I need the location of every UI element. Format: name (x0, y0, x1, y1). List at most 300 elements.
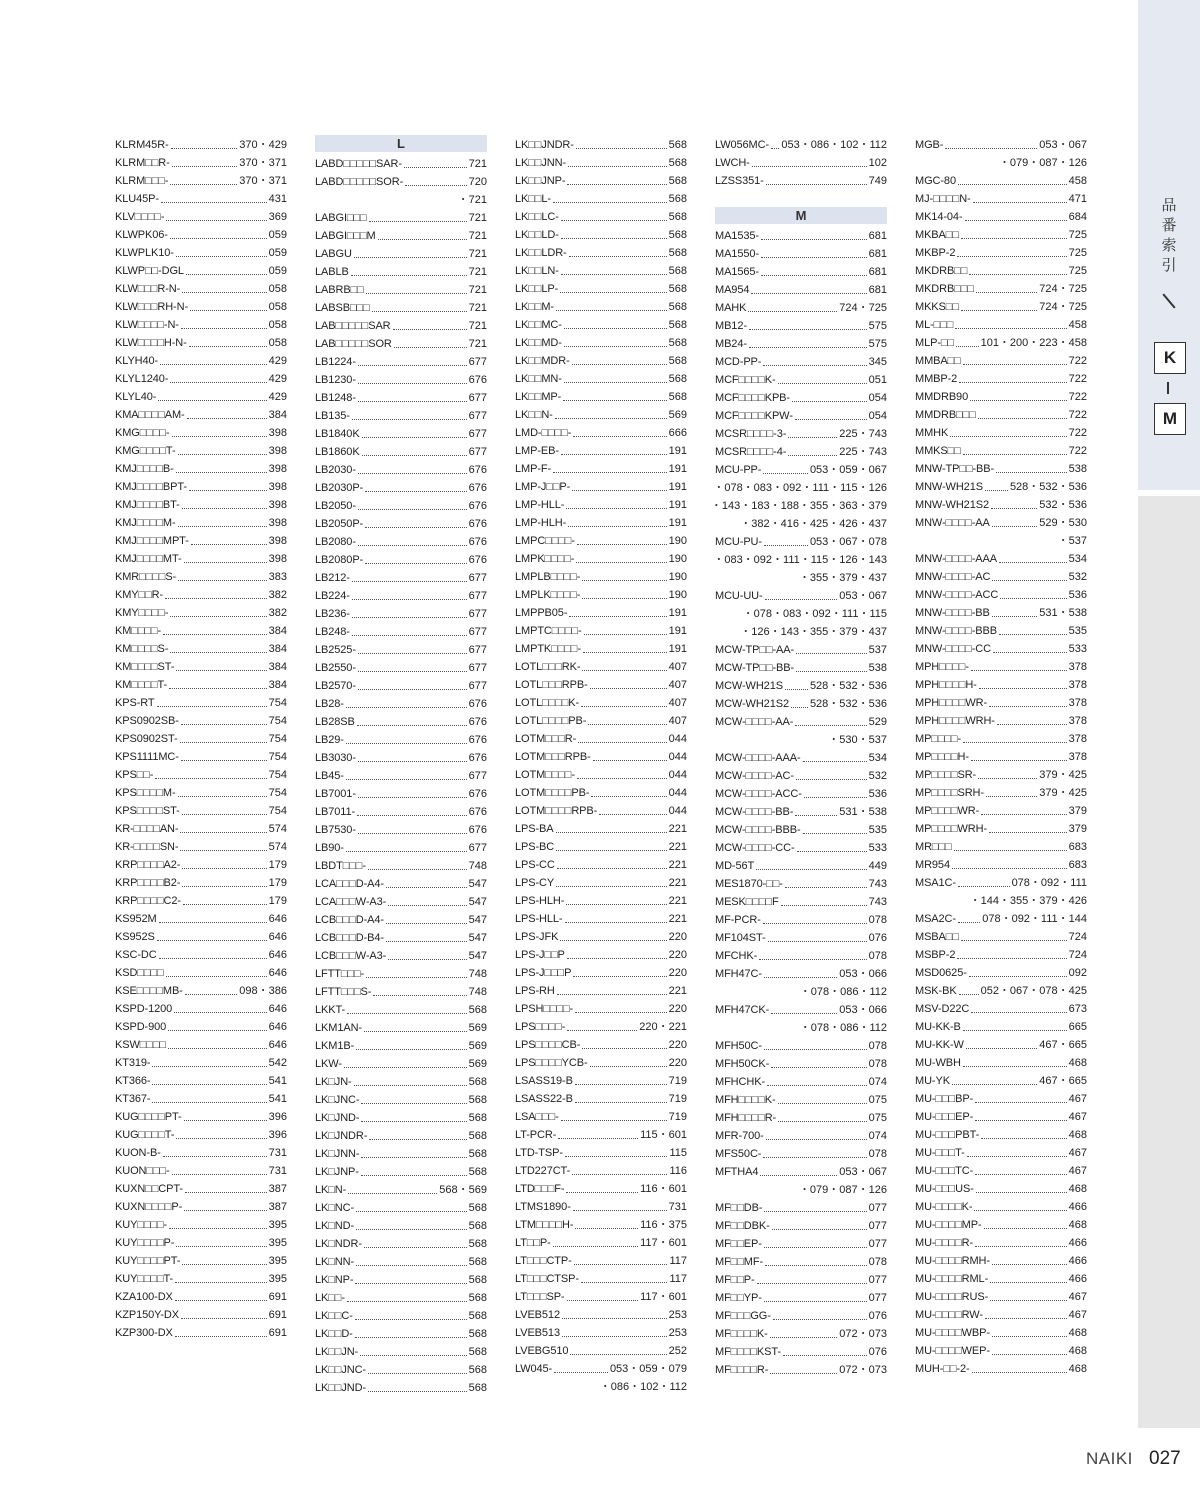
index-pages[interactable]: 743 (868, 896, 887, 908)
index-pages[interactable]: 754 (268, 751, 287, 763)
index-pages[interactable]: 053・066 (839, 1004, 887, 1016)
index-pages[interactable]: 646 (268, 913, 287, 925)
index-pages[interactable]: 677 (468, 392, 487, 404)
index-pages[interactable]: 676 (468, 518, 487, 530)
index-pages[interactable]: 535 (868, 824, 887, 836)
index-pages[interactable]: 684 (1068, 211, 1087, 223)
index-pages[interactable]: 724・725 (839, 302, 887, 314)
index-pages[interactable]: 467 (1068, 1147, 1087, 1159)
letter-tab-k[interactable]: K (1154, 342, 1186, 374)
index-pages[interactable]: 059 (268, 247, 287, 259)
index-pages[interactable]: 059 (268, 265, 287, 277)
index-pages[interactable]: 536 (1068, 589, 1087, 601)
index-pages[interactable]: 117・601 (640, 1291, 687, 1303)
index-pages[interactable]: 528・532・536 (809, 680, 887, 692)
index-pages[interactable]: 221 (668, 895, 687, 907)
index-pages[interactable]: 407 (668, 661, 687, 673)
index-pages[interactable]: 677 (468, 590, 487, 602)
index-pages[interactable]: 398 (268, 535, 287, 547)
index-pages[interactable]: 754 (268, 805, 287, 817)
index-pages[interactable]: 449 (868, 860, 887, 872)
index-pages[interactable]: 467 (1068, 1165, 1087, 1177)
index-pages[interactable]: 220 (668, 1003, 687, 1015)
index-pages[interactable]: 547 (468, 950, 487, 962)
index-pages[interactable]: 568 (668, 193, 687, 205)
index-pages[interactable]: 179 (268, 859, 287, 871)
index-pages[interactable]: 534 (868, 752, 887, 764)
index-pages[interactable]: 074 (868, 1130, 887, 1142)
index-pages[interactable]: 568 (668, 301, 687, 313)
index-pages[interactable]: 721 (468, 230, 487, 242)
index-pages[interactable]: 721 (468, 320, 487, 332)
index-pages[interactable]: 681 (868, 284, 887, 296)
index-pages[interactable]: 467 (1068, 1291, 1087, 1303)
index-pages[interactable]: 077 (868, 1202, 887, 1214)
index-pages[interactable]: 676 (468, 482, 487, 494)
index-pages[interactable]: 075 (868, 1094, 887, 1106)
index-pages[interactable]: 719 (668, 1075, 687, 1087)
index-pages[interactable]: 058 (268, 301, 287, 313)
index-pages[interactable]: 568 (668, 175, 687, 187)
index-pages[interactable]: 646 (268, 1003, 287, 1015)
index-pages[interactable]: 384 (268, 679, 287, 691)
index-pages[interactable]: 536 (868, 788, 887, 800)
index-pages[interactable]: 191 (668, 463, 687, 475)
index-pages[interactable]: 542 (268, 1057, 287, 1069)
index-pages[interactable]: 731 (268, 1165, 287, 1177)
index-pages[interactable]: 253 (668, 1309, 687, 1321)
index-pages[interactable]: 681 (868, 248, 887, 260)
index-pages[interactable]: 220・221 (639, 1021, 687, 1033)
index-pages[interactable]: 190 (668, 535, 687, 547)
index-pages[interactable]: 468 (1068, 1057, 1087, 1069)
index-pages[interactable]: 673 (1068, 1003, 1087, 1015)
index-pages[interactable]: 468 (1068, 1129, 1087, 1141)
index-pages[interactable]: 053・067 (1039, 139, 1087, 151)
index-pages[interactable]: 429 (268, 355, 287, 367)
index-pages[interactable]: 676 (468, 374, 487, 386)
index-pages[interactable]: 190 (668, 571, 687, 583)
index-pages[interactable]: 407 (668, 697, 687, 709)
index-pages[interactable]: 378 (1068, 679, 1087, 691)
index-pages[interactable]: 724 (1068, 931, 1087, 943)
index-pages[interactable]: 568・569 (439, 1184, 487, 1196)
index-pages[interactable]: 078 (868, 1256, 887, 1268)
index-pages[interactable]: 568 (468, 1202, 487, 1214)
index-pages[interactable]: 407 (668, 715, 687, 727)
index-pages[interactable]: 568 (468, 1130, 487, 1142)
index-pages[interactable]: 749 (868, 175, 887, 187)
index-pages[interactable]: 722 (1068, 355, 1087, 367)
index-pages[interactable]: 646 (268, 931, 287, 943)
index-pages[interactable]: 676 (468, 752, 487, 764)
index-pages[interactable]: 676 (468, 464, 487, 476)
index-pages[interactable]: 531・538 (839, 806, 887, 818)
index-pages[interactable]: 053・086・102・112 (781, 139, 887, 151)
index-pages[interactable]: 676 (468, 500, 487, 512)
index-pages[interactable]: 221 (668, 985, 687, 997)
index-pages[interactable]: 691 (268, 1291, 287, 1303)
index-pages[interactable]: 538 (868, 662, 887, 674)
index-pages[interactable]: 398 (268, 481, 287, 493)
index-pages[interactable]: 220 (668, 931, 687, 943)
index-pages[interactable]: 092 (1068, 967, 1087, 979)
index-pages[interactable]: 044 (668, 769, 687, 781)
index-pages[interactable]: 467 (1068, 1309, 1087, 1321)
index-pages[interactable]: 676 (468, 554, 487, 566)
index-pages[interactable]: 666 (668, 427, 687, 439)
index-pages[interactable]: 053・067 (839, 1166, 887, 1178)
index-pages[interactable]: 529 (868, 716, 887, 728)
index-pages[interactable]: 683 (1068, 841, 1087, 853)
index-pages[interactable]: 677 (468, 770, 487, 782)
index-pages[interactable]: 677 (468, 356, 487, 368)
index-pages[interactable]: 754 (268, 769, 287, 781)
index-pages[interactable]: 568 (468, 1346, 487, 1358)
index-pages[interactable]: 721 (468, 284, 487, 296)
index-pages[interactable]: 722 (1068, 391, 1087, 403)
index-pages[interactable]: 191 (668, 445, 687, 457)
index-pages[interactable]: 532・536 (1039, 499, 1087, 511)
index-pages[interactable]: 191 (668, 499, 687, 511)
index-pages[interactable]: 053・067・078 (809, 536, 887, 548)
index-pages[interactable]: 754 (268, 733, 287, 745)
index-pages[interactable]: 370・371 (239, 175, 287, 187)
index-pages[interactable]: 568 (668, 283, 687, 295)
index-pages[interactable]: 191 (668, 607, 687, 619)
index-pages[interactable]: 075 (868, 1112, 887, 1124)
index-pages[interactable]: 537 (868, 644, 887, 656)
index-pages[interactable]: 190 (668, 589, 687, 601)
index-pages[interactable]: 116・601 (640, 1183, 687, 1195)
index-pages[interactable]: 378 (1068, 733, 1087, 745)
index-pages[interactable]: 078 (868, 914, 887, 926)
index-pages[interactable]: 569 (468, 1058, 487, 1070)
index-pages[interactable]: 078 (868, 1148, 887, 1160)
index-pages[interactable]: 568 (468, 1076, 487, 1088)
index-pages[interactable]: 677 (468, 626, 487, 638)
index-pages[interactable]: 677 (468, 662, 487, 674)
index-pages[interactable]: 754 (268, 697, 287, 709)
index-pages[interactable]: 058 (268, 283, 287, 295)
index-pages[interactable]: 748 (468, 986, 487, 998)
index-pages[interactable]: 731 (268, 1147, 287, 1159)
index-pages[interactable]: 533 (868, 842, 887, 854)
index-pages[interactable]: 676 (468, 698, 487, 710)
index-pages[interactable]: 220 (668, 1039, 687, 1051)
index-pages[interactable]: 568 (468, 1238, 487, 1250)
index-pages[interactable]: 052・067・078・425 (980, 985, 1087, 997)
index-pages[interactable]: 058 (268, 319, 287, 331)
index-pages[interactable]: 722 (1068, 409, 1087, 421)
index-pages[interactable]: 575 (868, 338, 887, 350)
index-pages[interactable]: 191 (668, 643, 687, 655)
index-pages[interactable]: 568 (668, 355, 687, 367)
index-pages[interactable]: 528・532・536 (809, 698, 887, 710)
index-pages[interactable]: 468 (1068, 1363, 1087, 1375)
index-pages[interactable]: 528・532・536 (1009, 481, 1087, 493)
index-pages[interactable]: 053・067 (839, 590, 887, 602)
index-pages[interactable]: 748 (468, 860, 487, 872)
index-pages[interactable]: 378 (1068, 697, 1087, 709)
index-pages[interactable]: 076 (868, 1310, 887, 1322)
index-pages[interactable]: 568 (468, 1328, 487, 1340)
index-pages[interactable]: 534 (1068, 553, 1087, 565)
index-pages[interactable]: 076 (868, 932, 887, 944)
index-pages[interactable]: 646 (268, 1039, 287, 1051)
index-pages[interactable]: 547 (468, 932, 487, 944)
index-pages[interactable]: 078 (868, 1040, 887, 1052)
index-pages[interactable]: 074 (868, 1076, 887, 1088)
letter-tab-m[interactable]: M (1154, 403, 1186, 435)
index-pages[interactable]: 547 (468, 878, 487, 890)
index-pages[interactable]: 466 (1068, 1255, 1087, 1267)
index-pages[interactable]: 395 (268, 1219, 287, 1231)
index-pages[interactable]: 568 (668, 247, 687, 259)
index-pages[interactable]: 721 (468, 338, 487, 350)
index-pages[interactable]: 407 (668, 679, 687, 691)
index-pages[interactable]: 387 (268, 1183, 287, 1195)
index-pages[interactable]: 467・665 (1039, 1075, 1087, 1087)
index-pages[interactable]: 382 (268, 589, 287, 601)
index-pages[interactable]: 532 (1068, 571, 1087, 583)
index-pages[interactable]: 078 (868, 1058, 887, 1070)
index-pages[interactable]: 568 (468, 1166, 487, 1178)
index-pages[interactable]: 384 (268, 643, 287, 655)
index-pages[interactable]: 252 (668, 1345, 687, 1357)
index-pages[interactable]: 044 (668, 733, 687, 745)
index-pages[interactable]: 568 (668, 373, 687, 385)
index-pages[interactable]: 725 (1068, 229, 1087, 241)
index-pages[interactable]: 191 (668, 517, 687, 529)
index-pages[interactable]: 077 (868, 1238, 887, 1250)
index-pages[interactable]: 054 (868, 392, 887, 404)
index-pages[interactable]: 378 (1068, 661, 1087, 673)
index-pages[interactable]: 078・092・111 (1011, 877, 1087, 889)
index-pages[interactable]: 721 (468, 212, 487, 224)
index-pages[interactable]: 721 (468, 248, 487, 260)
index-pages[interactable]: 387 (268, 1201, 287, 1213)
index-pages[interactable]: 221 (668, 913, 687, 925)
index-pages[interactable]: 676 (468, 734, 487, 746)
index-pages[interactable]: 382 (268, 607, 287, 619)
index-pages[interactable]: 468 (1068, 1327, 1087, 1339)
index-pages[interactable]: 676 (468, 536, 487, 548)
index-pages[interactable]: 384 (268, 409, 287, 421)
index-pages[interactable]: 190 (668, 553, 687, 565)
index-pages[interactable]: 051 (868, 374, 887, 386)
index-pages[interactable]: 568 (468, 1112, 487, 1124)
index-pages[interactable]: 345 (868, 356, 887, 368)
index-pages[interactable]: 191 (668, 625, 687, 637)
index-pages[interactable]: 384 (268, 625, 287, 637)
index-pages[interactable]: 398 (268, 553, 287, 565)
index-pages[interactable]: 378 (1068, 751, 1087, 763)
index-pages[interactable]: 378 (1068, 715, 1087, 727)
index-pages[interactable]: 725 (1068, 265, 1087, 277)
index-pages[interactable]: 724・725 (1039, 283, 1087, 295)
index-pages[interactable]: 568 (668, 211, 687, 223)
index-pages[interactable]: 431 (268, 193, 287, 205)
index-pages[interactable]: 547 (468, 896, 487, 908)
index-pages[interactable]: 221 (668, 823, 687, 835)
index-pages[interactable]: 471 (1068, 193, 1087, 205)
index-pages[interactable]: 720 (468, 176, 487, 188)
index-pages[interactable]: 568 (668, 391, 687, 403)
index-pages[interactable]: 398 (268, 445, 287, 457)
index-pages[interactable]: 253 (668, 1327, 687, 1339)
index-pages[interactable]: 541 (268, 1075, 287, 1087)
index-pages[interactable]: 225・743 (839, 446, 887, 458)
index-pages[interactable]: 053・059・067 (809, 464, 887, 476)
index-pages[interactable]: 754 (268, 787, 287, 799)
index-pages[interactable]: 568 (468, 1220, 487, 1232)
index-pages[interactable]: 568 (468, 1292, 487, 1304)
index-pages[interactable]: 568 (668, 139, 687, 151)
index-pages[interactable]: 691 (268, 1327, 287, 1339)
index-pages[interactable]: 677 (468, 428, 487, 440)
index-pages[interactable]: 568 (468, 1364, 487, 1376)
index-pages[interactable]: 646 (268, 1021, 287, 1033)
index-pages[interactable]: 379 (1068, 805, 1087, 817)
index-pages[interactable]: 395 (268, 1237, 287, 1249)
index-pages[interactable]: 719 (668, 1093, 687, 1105)
index-pages[interactable]: 072・073 (839, 1364, 887, 1376)
index-pages[interactable]: 398 (268, 517, 287, 529)
index-pages[interactable]: 468 (1068, 1219, 1087, 1231)
index-pages[interactable]: 076 (868, 1346, 887, 1358)
index-pages[interactable]: 568 (668, 265, 687, 277)
index-pages[interactable]: 568 (468, 1310, 487, 1322)
index-pages[interactable]: 721 (468, 266, 487, 278)
index-pages[interactable]: 532 (868, 770, 887, 782)
index-pages[interactable]: 225・743 (839, 428, 887, 440)
index-pages[interactable]: 379 (1068, 823, 1087, 835)
index-pages[interactable]: 691 (268, 1309, 287, 1321)
index-pages[interactable]: 569 (468, 1040, 487, 1052)
index-pages[interactable]: 575 (868, 320, 887, 332)
index-pages[interactable]: 725 (1068, 247, 1087, 259)
index-pages[interactable]: 568 (468, 1274, 487, 1286)
index-pages[interactable]: 677 (468, 572, 487, 584)
index-pages[interactable]: 721 (468, 302, 487, 314)
index-pages[interactable]: 053・066 (839, 968, 887, 980)
index-pages[interactable]: 384 (268, 661, 287, 673)
index-pages[interactable]: 370・429 (239, 139, 287, 151)
index-pages[interactable]: 743 (868, 878, 887, 890)
index-pages[interactable]: 467・665 (1039, 1039, 1087, 1051)
index-pages[interactable]: 574 (268, 841, 287, 853)
index-pages[interactable]: 569 (668, 409, 687, 421)
index-pages[interactable]: 116 (669, 1165, 687, 1177)
index-pages[interactable]: 395 (268, 1255, 287, 1267)
index-pages[interactable]: 574 (268, 823, 287, 835)
index-pages[interactable]: 398 (268, 463, 287, 475)
index-pages[interactable]: 676 (468, 806, 487, 818)
index-pages[interactable]: 078 (868, 950, 887, 962)
index-pages[interactable]: 722 (1068, 445, 1087, 457)
index-pages[interactable]: 676 (468, 788, 487, 800)
index-pages[interactable]: 458 (1068, 319, 1087, 331)
index-pages[interactable]: 220 (668, 1057, 687, 1069)
index-pages[interactable]: 568 (668, 157, 687, 169)
index-pages[interactable]: 468 (1068, 1345, 1087, 1357)
index-pages[interactable]: 429 (268, 391, 287, 403)
index-pages[interactable]: 724 (1068, 949, 1087, 961)
index-pages[interactable]: 677 (468, 680, 487, 692)
index-pages[interactable]: 058 (268, 337, 287, 349)
index-pages[interactable]: 646 (268, 967, 287, 979)
index-pages[interactable]: 646 (268, 949, 287, 961)
index-pages[interactable]: 568 (468, 1004, 487, 1016)
index-pages[interactable]: 398 (268, 499, 287, 511)
index-pages[interactable]: 220 (668, 967, 687, 979)
index-pages[interactable]: 429 (268, 373, 287, 385)
index-pages[interactable]: 044 (668, 787, 687, 799)
index-pages[interactable]: 676 (468, 824, 487, 836)
index-pages[interactable]: 568 (468, 1094, 487, 1106)
index-pages[interactable]: 568 (468, 1256, 487, 1268)
index-pages[interactable]: 721 (468, 158, 487, 170)
index-pages[interactable]: 568 (468, 1148, 487, 1160)
index-pages[interactable]: 531・538 (1039, 607, 1087, 619)
index-pages[interactable]: 568 (668, 319, 687, 331)
index-pages[interactable]: 529・530 (1039, 517, 1087, 529)
index-pages[interactable]: 724・725 (1039, 301, 1087, 313)
index-pages[interactable]: 383 (268, 571, 287, 583)
index-pages[interactable]: 722 (1068, 427, 1087, 439)
index-pages[interactable]: 117・601 (640, 1237, 687, 1249)
index-pages[interactable]: 395 (268, 1273, 287, 1285)
index-pages[interactable]: 179 (268, 895, 287, 907)
index-pages[interactable]: 115 (669, 1147, 687, 1159)
index-pages[interactable]: 466 (1068, 1273, 1087, 1285)
index-pages[interactable]: 731 (668, 1201, 687, 1213)
index-pages[interactable]: 547 (468, 914, 487, 926)
index-pages[interactable]: 541 (268, 1093, 287, 1105)
index-pages[interactable]: 396 (268, 1111, 287, 1123)
index-pages[interactable]: 370・371 (239, 157, 287, 169)
index-pages[interactable]: 053・059・079 (609, 1363, 687, 1375)
index-pages[interactable]: 676 (468, 716, 487, 728)
index-pages[interactable]: 117 (669, 1255, 687, 1267)
index-pages[interactable]: 078・092・111・144 (982, 913, 1087, 925)
index-pages[interactable]: 677 (468, 644, 487, 656)
index-pages[interactable]: 044 (668, 751, 687, 763)
index-pages[interactable]: 379・425 (1039, 769, 1087, 781)
index-pages[interactable]: 077 (868, 1220, 887, 1232)
index-pages[interactable]: 568 (468, 1382, 487, 1394)
index-pages[interactable]: 466 (1068, 1237, 1087, 1249)
index-pages[interactable]: 568 (668, 337, 687, 349)
index-pages[interactable]: 722 (1068, 373, 1087, 385)
index-pages[interactable]: 677 (468, 410, 487, 422)
index-pages[interactable]: 681 (868, 266, 887, 278)
index-pages[interactable]: 665 (1068, 1021, 1087, 1033)
index-pages[interactable]: 681 (868, 230, 887, 242)
index-pages[interactable]: 059 (268, 229, 287, 241)
index-pages[interactable]: 077 (868, 1292, 887, 1304)
index-pages[interactable]: 677 (468, 842, 487, 854)
index-pages[interactable]: 719 (668, 1111, 687, 1123)
index-pages[interactable]: 458 (1068, 175, 1087, 187)
index-pages[interactable]: 098・386 (239, 985, 287, 997)
index-pages[interactable]: 398 (268, 427, 287, 439)
index-pages[interactable]: 535 (1068, 625, 1087, 637)
index-pages[interactable]: 677 (468, 608, 487, 620)
index-pages[interactable]: 468 (1068, 1183, 1087, 1195)
index-pages[interactable]: 101・200・223・458 (980, 337, 1087, 349)
